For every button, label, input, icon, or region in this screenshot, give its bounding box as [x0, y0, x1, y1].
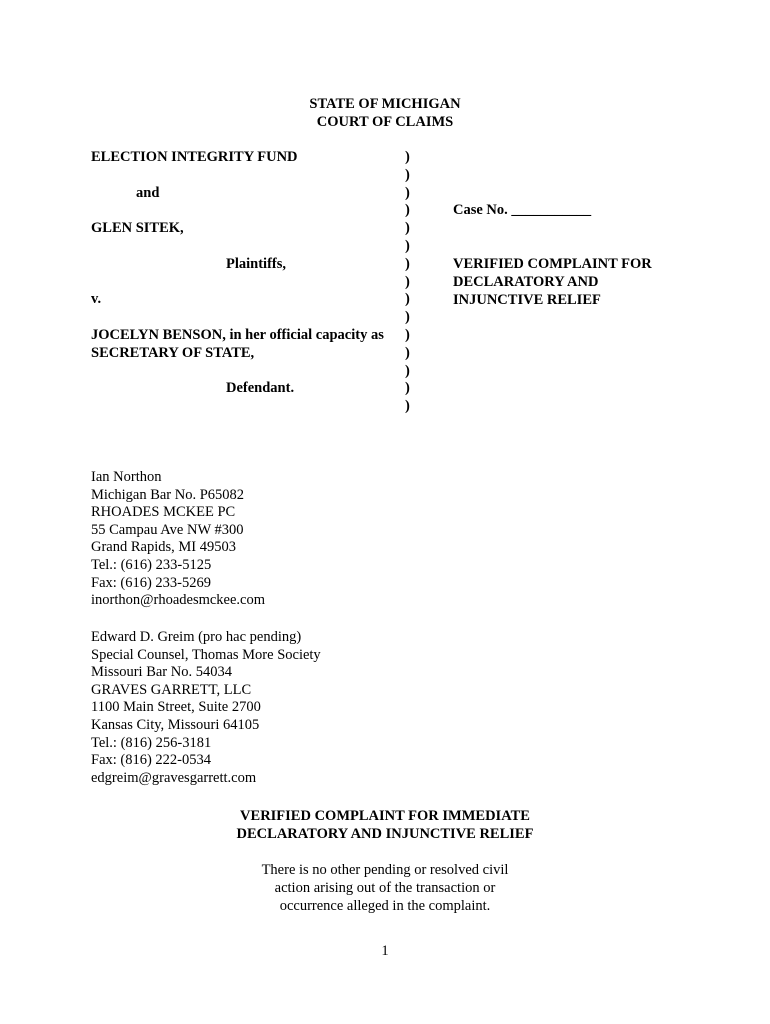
complaint-title-line: VERIFIED COMPLAINT FOR: [453, 256, 652, 272]
caption-spacer: [91, 308, 411, 326]
court-state: STATE OF MICHIGAN: [309, 96, 461, 112]
complaint-heading-line: DECLARATORY AND INJUNCTIVE RELIEF: [236, 826, 534, 842]
caption-paren: ): [405, 309, 410, 326]
defendant-label: Defendant.: [226, 380, 295, 397]
defendant-title: SECRETARY OF STATE,: [91, 344, 255, 361]
caption-paren: ): [405, 202, 410, 219]
caption-paren: ): [405, 273, 410, 290]
caption-paren: ): [405, 220, 410, 237]
complaint-title-line: DECLARATORY AND: [453, 274, 599, 290]
caption-paren: ): [405, 184, 410, 201]
caption-paren: ): [405, 380, 410, 397]
court-heading: [0, 95, 770, 131]
related-action-notice: [0, 861, 770, 915]
plaintiff-2: GLEN SITEK,: [91, 220, 184, 237]
notice-line: action arising out of the transaction or: [274, 880, 496, 896]
plaintiffs-label: Plaintiffs,: [226, 255, 287, 272]
counsel-line: Fax: (816) 222-0534: [91, 752, 212, 769]
versus-label: v.: [91, 291, 102, 308]
counsel-line: Michigan Bar No. P65082: [91, 486, 245, 503]
caption-spacer: [91, 273, 411, 291]
counsel-line: Tel.: (816) 256-3181: [91, 734, 212, 751]
caption-paren: ): [405, 344, 410, 361]
caption-divider: [405, 148, 410, 415]
caption-complaint-title: [453, 255, 652, 309]
counsel-line: Tel.: (616) 233-5125: [91, 556, 212, 573]
caption-paren: ): [405, 362, 410, 379]
complaint-heading: [0, 807, 770, 843]
counsel-line: Fax: (616) 233-5269: [91, 574, 212, 591]
caption-paren: ): [405, 166, 410, 183]
counsel-line: Kansas City, Missouri 64105: [91, 716, 260, 733]
case-caption-parties: [91, 148, 411, 415]
notice-line: There is no other pending or resolved civil: [261, 862, 509, 878]
defendant-name: JOCELYN BENSON, in her official capacity as: [91, 326, 384, 343]
caption-and: and: [136, 184, 160, 201]
caption-paren: ): [405, 237, 410, 254]
case-number: Case No. ___________: [453, 202, 592, 218]
counsel-line: 1100 Main Street, Suite 2700: [91, 699, 261, 716]
caption-paren: ): [405, 255, 410, 272]
counsel-line: Grand Rapids, MI 49503: [91, 539, 236, 556]
page-number: 1: [381, 943, 389, 959]
court-name: COURT OF CLAIMS: [316, 114, 454, 130]
caption-spacer: [91, 237, 411, 255]
counsel-line: Edward D. Greim (pro hac pending): [91, 629, 302, 645]
caption-paren: ): [405, 326, 410, 343]
caption-spacer: [91, 362, 411, 380]
plaintiff-1: ELECTION INTEGRITY FUND: [91, 149, 298, 165]
complaint-title-line: INJUNCTIVE RELIEF: [453, 292, 601, 308]
counsel-block-greim: [91, 628, 321, 786]
caption-paren: ): [405, 149, 410, 165]
complaint-heading-line: VERIFIED COMPLAINT FOR IMMEDIATE: [240, 808, 530, 824]
counsel-line: GRAVES GARRETT, LLC: [91, 681, 252, 698]
counsel-line: Ian Northon: [91, 469, 162, 485]
counsel-email: edgreim@gravesgarrett.com: [91, 769, 257, 786]
counsel-block-northon: [91, 468, 265, 609]
counsel-line: RHOADES MCKEE PC: [91, 504, 236, 521]
caption-spacer: [91, 397, 411, 415]
counsel-line: Missouri Bar No. 54034: [91, 664, 232, 681]
notice-line: occurrence alleged in the complaint.: [279, 898, 491, 914]
counsel-email: inorthon@rhoadesmckee.com: [91, 592, 266, 609]
caption-spacer: [91, 166, 411, 184]
counsel-line: Special Counsel, Thomas More Society: [91, 646, 321, 663]
caption-spacer: [91, 201, 411, 219]
counsel-line: 55 Campau Ave NW #300: [91, 521, 244, 538]
caption-paren: ): [405, 398, 410, 415]
caption-paren: ): [405, 291, 410, 308]
